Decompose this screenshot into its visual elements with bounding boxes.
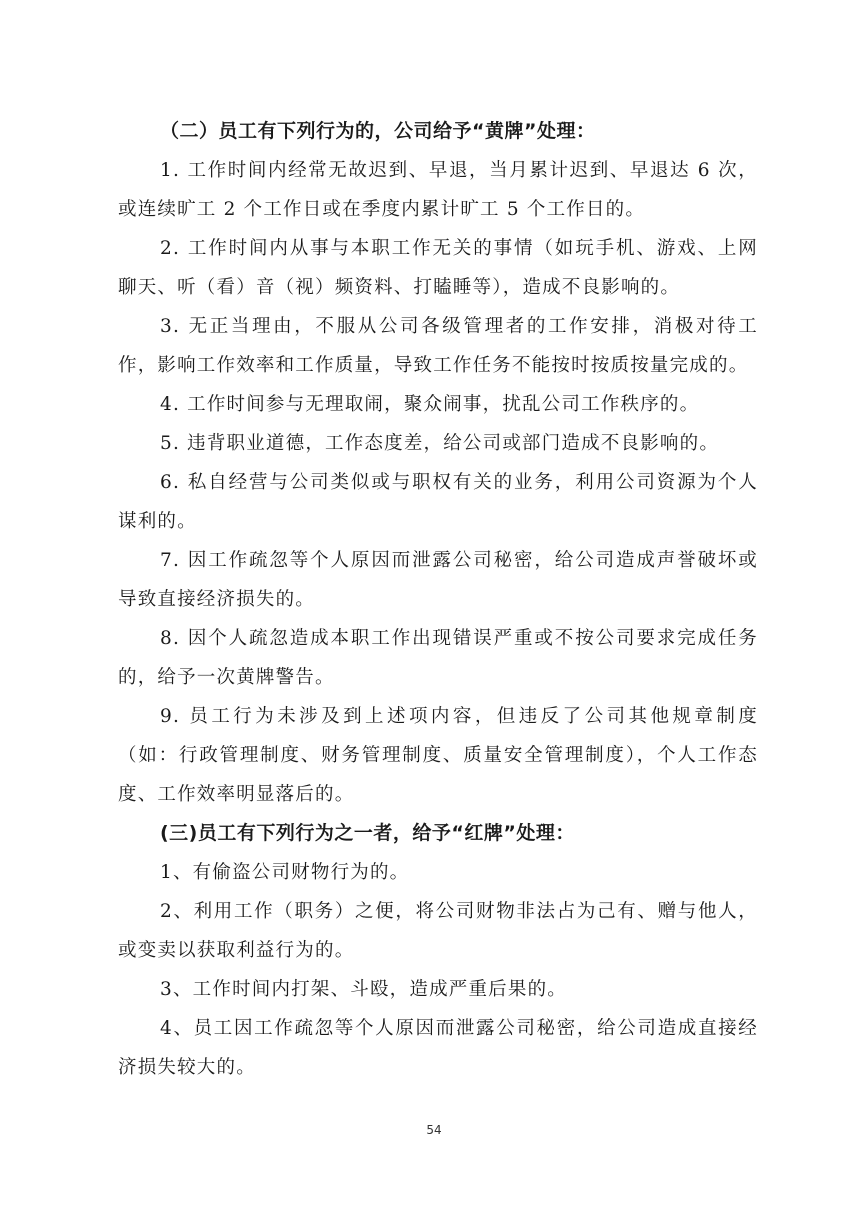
- yellow-card-item-9: 9. 员工行为未涉及到上述项内容，但违反了公司其他规章制度（如：行政管理制度、财务管理制度、质量安全管理制度），个人工作态度、工作效率明显落后的。: [118, 706, 758, 805]
- yellow-card-item-6: 6. 私自经营与公司类似或与职权有关的业务，利用公司资源为个人谋利的。: [118, 472, 758, 532]
- red-card-item-4: 4、员工因工作疏忽等个人原因而泄露公司秘密，给公司造成直接经济损失较大的。: [118, 1018, 758, 1078]
- yellow-card-item-8: 8. 因个人疏忽造成本职工作出现错误严重或不按公司要求完成任务的，给予一次黄牌警告。: [118, 628, 758, 688]
- yellow-card-item-2: 2. 工作时间内从事与本职工作无关的事情（如玩手机、游戏、上网聊天、听（看）音（视）频资料、打瞌睡等），造成不良影响的。: [118, 238, 758, 298]
- page-number: 54: [426, 1123, 442, 1137]
- red-card-item-1: 1、有偷盗公司财物行为的。: [160, 862, 410, 883]
- red-card-item-3: 3、工作时间内打架、斗殴，造成严重后果的。: [160, 979, 567, 1000]
- yellow-card-item-5: 5. 违背职业道德，工作态度差，给公司或部门造成不良影响的。: [160, 433, 720, 454]
- yellow-card-item-4: 4. 工作时间参与无理取闹，聚众闹事，扰乱公司工作秩序的。: [160, 394, 700, 415]
- page-content: [118, 112, 758, 1087]
- section-heading-yellow-card: （二）员工有下列行为的，公司给予“黄牌”处理：: [160, 120, 596, 142]
- yellow-card-item-1: 1. 工作时间内经常无故迟到、早退，当月累计迟到、早退达 6 次，或连续旷工 2 个工作日或在季度内累计旷工 5 个工作日的。: [118, 160, 758, 220]
- red-card-item-2: 2、利用工作（职务）之便，将公司财物非法占为己有、赠与他人，或变卖以获取利益行为的。: [118, 901, 758, 961]
- yellow-card-item-7: 7. 因工作疏忽等个人原因而泄露公司秘密，给公司造成声誉破坏或导致直接经济损失的。: [118, 550, 758, 610]
- section-heading-red-card: (三)员工有下列行为之一者，给予“红牌”处理：: [160, 822, 575, 844]
- yellow-card-item-3: 3. 无正当理由，不服从公司各级管理者的工作安排，消极对待工作，影响工作效率和工作质量，导致工作任务不能按时按质按量完成的。: [118, 316, 758, 376]
